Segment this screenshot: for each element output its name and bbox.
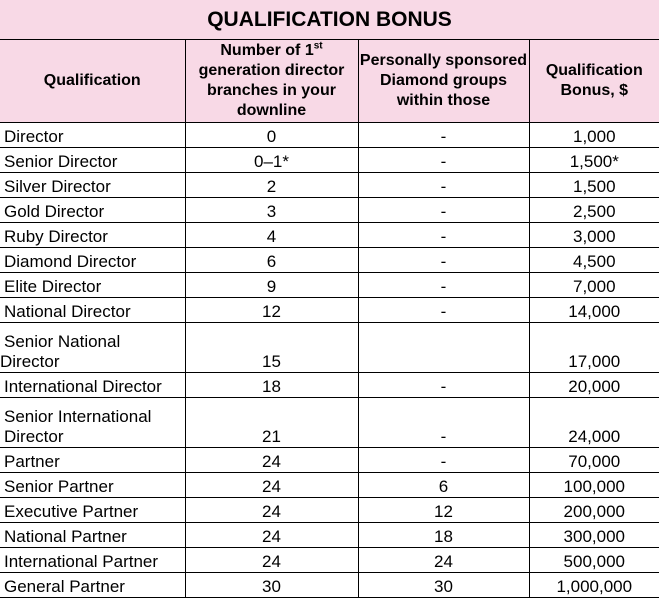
table-title: QUALIFICATION BONUS [0,0,659,40]
cell-qualification: Ruby Director [0,223,185,248]
cell-branches: 24 [185,448,358,473]
cell-branches: 12 [185,298,358,323]
cell-branches: 4 [185,223,358,248]
table-row [0,373,659,398]
cell-bonus: 14,000 [529,298,659,323]
cell-bonus: 20,000 [529,373,659,398]
cell-qualification: Senior Partner [0,473,185,498]
cell-diamond-groups: - [358,448,529,473]
header-branches [185,40,358,123]
table-row [0,148,659,173]
cell-qualification-line1: Senior National [4,332,121,351]
cell-qualification: International Partner [0,548,185,573]
cell-branches: 0 [185,123,358,148]
cell-branches: 9 [185,273,358,298]
header-qualification: Qualification [0,40,185,123]
cell-diamond-groups: - [358,123,529,148]
cell-bonus: 100,000 [529,473,659,498]
table-row [0,298,659,323]
table-row [0,573,659,598]
table-row [0,198,659,223]
cell-diamond-groups: 12 [358,498,529,523]
table-row [0,523,659,548]
header-bonus: Qualification Bonus, $ [529,40,659,123]
cell-qualification: Executive Partner [0,498,185,523]
cell-qualification: Gold Director [0,198,185,223]
cell-bonus: 70,000 [529,448,659,473]
table-row [0,398,659,448]
cell-branches: 15 [185,323,358,373]
header-branches-sup: st [313,40,323,52]
cell-diamond-groups [358,323,529,373]
cell-diamond-groups: 24 [358,548,529,573]
table-row [0,548,659,573]
cell-qualification: Senior Director [0,148,185,173]
cell-diamond-groups: - [358,273,529,298]
cell-qualification: Diamond Director [0,248,185,273]
cell-bonus: 1,500 [529,173,659,198]
cell-diamond-groups: 6 [358,473,529,498]
cell-bonus: 17,000 [529,323,659,373]
cell-qualification-line1: Senior International [4,407,152,426]
cell-bonus: 4,500 [529,248,659,273]
cell-qualification: International Director [0,373,185,398]
cell-branches: 30 [185,573,358,598]
cell-branches: 24 [185,548,358,573]
cell-bonus: 1,000 [529,123,659,148]
cell-diamond-groups: 30 [358,573,529,598]
cell-branches: 3 [185,198,358,223]
cell-branches: 0–1* [185,148,358,173]
cell-qualification [0,323,185,373]
header-diamond-groups: Personally sponsored Diamond groups within those [358,40,529,123]
cell-diamond-groups: - [358,373,529,398]
table-row [0,223,659,248]
table-row [0,248,659,273]
cell-qualification: Silver Director [0,173,185,198]
table-row [0,448,659,473]
cell-diamond-groups: - [358,198,529,223]
cell-bonus: 300,000 [529,523,659,548]
header-row [0,40,659,123]
cell-diamond-groups: 18 [358,523,529,548]
cell-diamond-groups: - [358,298,529,323]
title-row [0,0,659,40]
table-row [0,123,659,148]
cell-qualification-line2: Director [4,427,64,446]
cell-bonus: 2,500 [529,198,659,223]
table-row [0,473,659,498]
cell-qualification: Partner [0,448,185,473]
cell-bonus: 200,000 [529,498,659,523]
cell-diamond-groups: - [358,248,529,273]
cell-branches: 24 [185,473,358,498]
table-row [0,173,659,198]
table-row [0,273,659,298]
cell-qualification-line2: Director [0,352,60,371]
cell-branches: 2 [185,173,358,198]
cell-branches: 24 [185,498,358,523]
cell-bonus: 1,000,000 [529,573,659,598]
header-branches-rest: generation director branches in your downline [198,62,345,119]
table-row [0,323,659,373]
cell-qualification: Director [0,123,185,148]
cell-bonus: 3,000 [529,223,659,248]
cell-diamond-groups: - [358,223,529,248]
cell-qualification: National Partner [0,523,185,548]
cell-bonus: 24,000 [529,398,659,448]
cell-qualification: General Partner [0,573,185,598]
cell-branches: 18 [185,373,358,398]
cell-diamond-groups: - [358,173,529,198]
cell-bonus: 7,000 [529,273,659,298]
header-branches-line1: Number of 1 [220,42,314,59]
cell-branches: 6 [185,248,358,273]
table-row [0,498,659,523]
cell-branches: 21 [185,398,358,448]
cell-qualification: National Director [0,298,185,323]
cell-qualification: Elite Director [0,273,185,298]
cell-bonus: 500,000 [529,548,659,573]
cell-bonus: 1,500* [529,148,659,173]
cell-diamond-groups: - [358,148,529,173]
cell-qualification [0,398,185,448]
cell-branches: 24 [185,523,358,548]
cell-diamond-groups: - [358,398,529,448]
